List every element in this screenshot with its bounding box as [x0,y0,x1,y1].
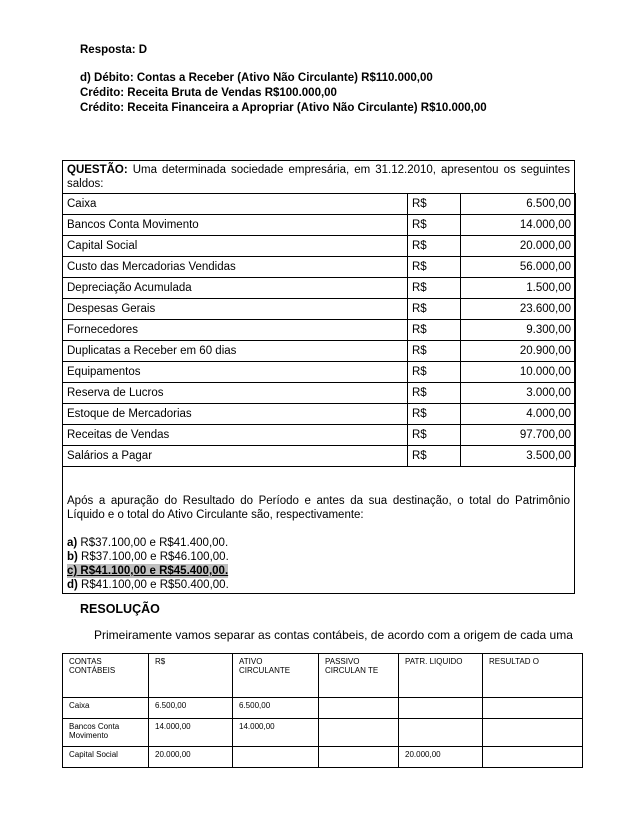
table-cell [399,698,483,719]
option-c-correct: c) R$41.100,00 e R$45.400,00. [67,565,229,577]
option-d: d) R$41.100,00 e R$50.400,00. [67,579,229,591]
table-cell: Caixa [63,698,149,719]
balances-table [62,193,576,467]
currency: R$ [408,299,461,320]
table-cell: 6.500,00 [233,698,319,719]
balance-row [63,257,576,278]
entry-line-2: Crédito: Receita Bruta de Vendas R$100.000,00 [80,87,337,99]
table-cell: 20.000,00 [399,747,483,768]
balance-row [63,278,576,299]
column-header: PASSIVO CIRCULAN TE [319,654,399,698]
currency: R$ [408,341,461,362]
account-name: Receitas de Vendas [63,425,408,446]
previous-answer: Resposta: D [80,44,148,56]
table-row [63,747,583,768]
question-label: QUESTÃO: [67,164,128,176]
balance-row [63,362,576,383]
account-name: Salários a Pagar [63,446,408,467]
account-value: 20.000,00 [461,236,576,257]
account-value: 6.500,00 [461,194,576,215]
column-header: ATIVO CIRCULANTE [233,654,319,698]
account-value: 4.000,00 [461,404,576,425]
table-cell: 14.000,00 [149,719,233,747]
currency: R$ [408,257,461,278]
question-tail [67,494,570,592]
question-intro [67,163,570,191]
account-name: Custo das Mercadorias Vendidas [63,257,408,278]
balance-row [63,425,576,446]
currency: R$ [408,236,461,257]
account-name: Estoque de Mercadorias [63,404,408,425]
account-value: 3.000,00 [461,383,576,404]
account-value: 9.300,00 [461,320,576,341]
table-cell [319,698,399,719]
table-cell: Capital Social [63,747,149,768]
balance-row [63,236,576,257]
account-name: Equipamentos [63,362,408,383]
account-value: 20.900,00 [461,341,576,362]
balance-row [63,215,576,236]
table-cell: 20.000,00 [149,747,233,768]
table-cell: 6.500,00 [149,698,233,719]
header-row [63,654,583,698]
account-value: 14.000,00 [461,215,576,236]
column-header: R$ [149,654,233,698]
entry-line-1: d) Débito: Contas a Receber (Ativo Não Circulante) R$110.000,00 [80,72,433,84]
table-cell [483,747,583,768]
resolution-text: Primeiramente vamos separar as contas contábeis, de acordo com a origem de cada uma [94,628,573,642]
table-cell: 14.000,00 [233,719,319,747]
entry-line-3: Crédito: Receita Financeira a Apropriar (Ativo Não Circulante) R$10.000,00 [80,102,487,114]
currency: R$ [408,215,461,236]
account-name: Caixa [63,194,408,215]
currency: R$ [408,278,461,299]
currency: R$ [408,404,461,425]
table-row [63,698,583,719]
account-value: 23.600,00 [461,299,576,320]
resolution-title: RESOLUÇÃO [80,602,160,616]
table-cell [233,747,319,768]
account-name: Reserva de Lucros [63,383,408,404]
option-b: b) R$37.100,00 e R$46.100,00. [67,551,229,563]
accounts-classification-table [62,653,583,768]
balance-row [63,446,576,467]
account-value: 1.500,00 [461,278,576,299]
account-name: Fornecedores [63,320,408,341]
balance-row [63,320,576,341]
account-name: Depreciação Acumulada [63,278,408,299]
column-header: RESULTAD O [483,654,583,698]
table-row [63,719,583,747]
currency: R$ [408,320,461,341]
table-cell [483,719,583,747]
currency: R$ [408,362,461,383]
account-name: Bancos Conta Movimento [63,215,408,236]
account-value: 97.700,00 [461,425,576,446]
balance-row [63,383,576,404]
question-prompt: Após a apuração do Resultado do Período e antes da sua destinação, o total do Patrimônio Líquido e o total do Ativo Circulante são, respectivamente: [67,495,570,521]
account-value: 56.000,00 [461,257,576,278]
column-header: PATR. LIQUIDO [399,654,483,698]
question-intro-text: Uma determinada sociedade empresária, em 31.12.2010, apresentou os seguintes saldos: [67,164,570,190]
column-header: CONTAS CONTÁBEIS [63,654,149,698]
account-name: Capital Social [63,236,408,257]
currency: R$ [408,383,461,404]
table-cell [399,719,483,747]
account-name: Despesas Gerais [63,299,408,320]
currency: R$ [408,194,461,215]
currency: R$ [408,425,461,446]
account-value: 3.500,00 [461,446,576,467]
table-cell [483,698,583,719]
table-cell: Bancos Conta Movimento [63,719,149,747]
balance-row [63,404,576,425]
balance-row [63,194,576,215]
account-value: 10.000,00 [461,362,576,383]
balance-row [63,341,576,362]
table-cell [319,747,399,768]
option-a: a) R$37.100,00 e R$41.400,00. [67,537,229,549]
currency: R$ [408,446,461,467]
table-cell [319,719,399,747]
balance-row [63,299,576,320]
account-name: Duplicatas a Receber em 60 dias [63,341,408,362]
